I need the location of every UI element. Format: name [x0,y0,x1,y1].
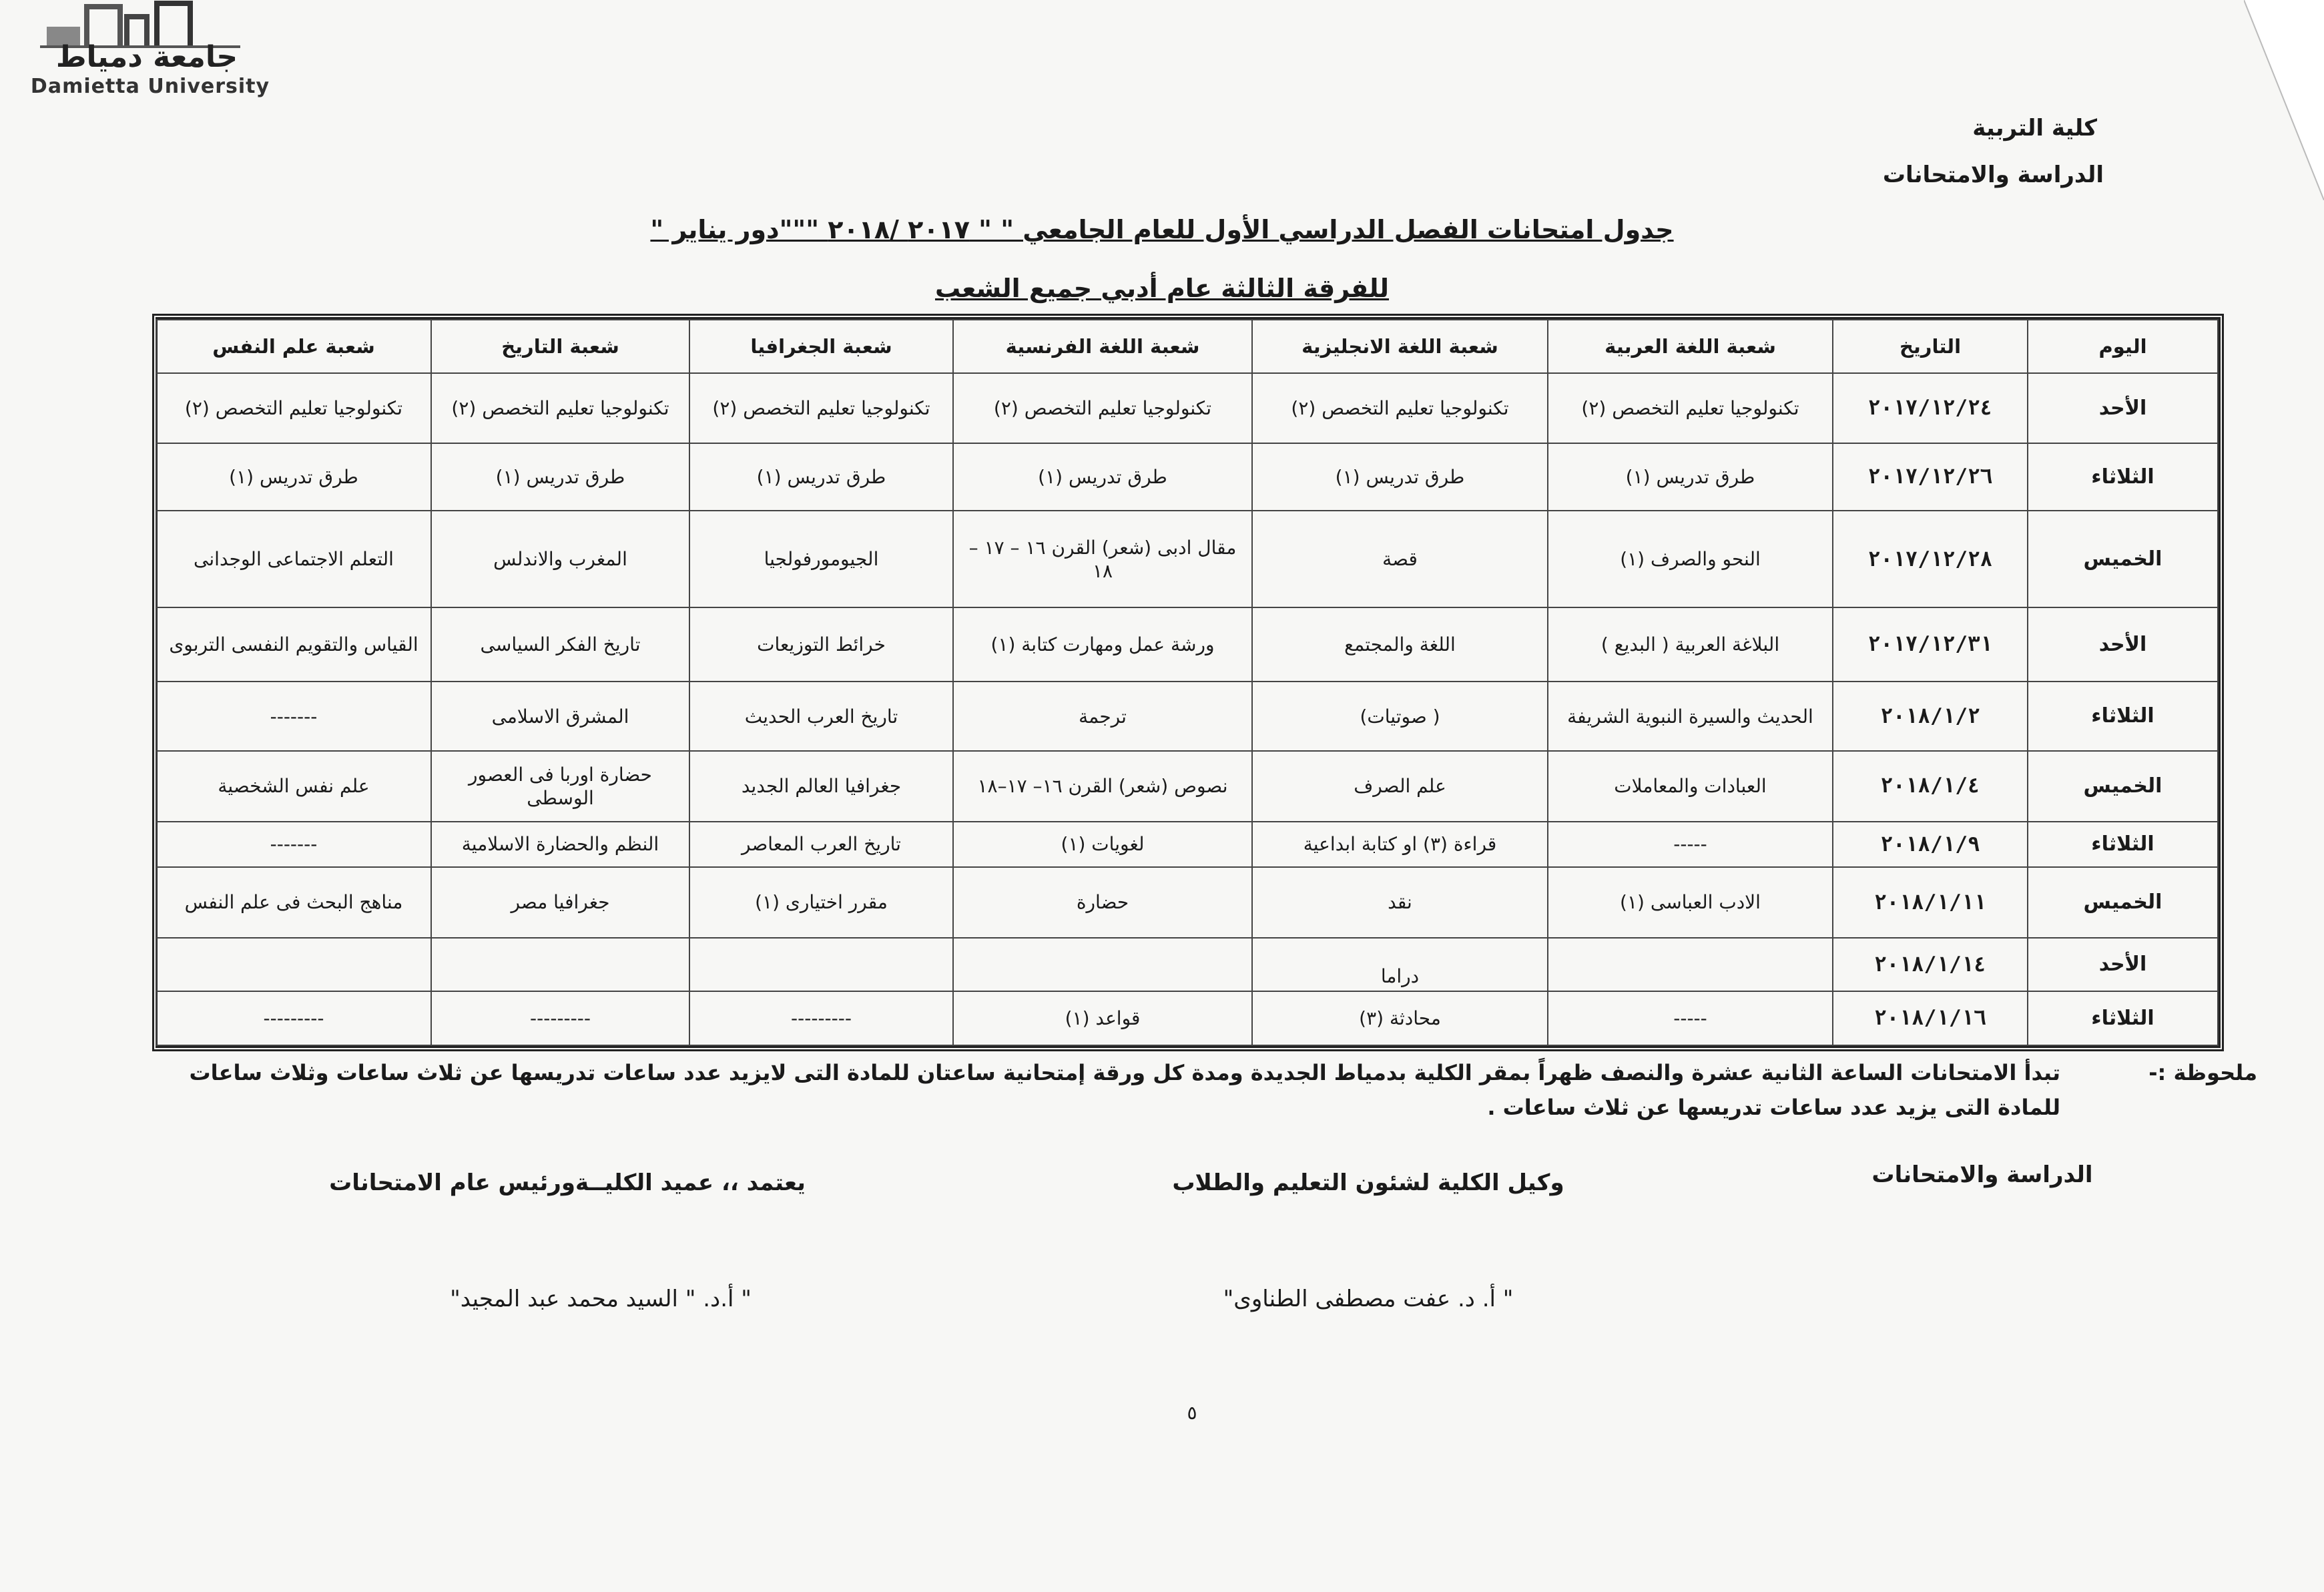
cell-arabic: الادب العباسى (١) [1548,867,1833,938]
header-arabic: شعبة اللغة العربية [1548,320,1833,373]
cell-arabic: البلاغة العربية ( البديع ) [1548,607,1833,682]
note-label: ملحوظة :- [2148,1060,2257,1085]
cell-geography: تاريخ العرب المعاصر [689,822,953,867]
table-row [156,867,2218,938]
table-row [156,991,2218,1045]
cell-english: تكنولوجيا تعليم التخصص (٢) [1252,373,1548,443]
cell-history: تكنولوجيا تعليم التخصص (٢) [431,373,689,443]
cell-arabic: الحديث والسيرة النبوية الشريفة [1548,682,1833,751]
cell-english: محادثة (٣) [1252,991,1548,1045]
cell-history: المشرق الاسلامى [431,682,689,751]
cell-history: جغرافيا مصر [431,867,689,938]
cell-english: دراما [1252,938,1548,992]
cell-french: مقال ادبى (شعر) القرن ١٦ – ١٧ – ١٨ [953,511,1252,607]
header-english: شعبة اللغة الانجليزية [1252,320,1548,373]
cell-geography: جغرافيا العالم الجديد [689,751,953,822]
cell-history: النظم والحضارة الاسلامية [431,822,689,867]
faculty-name: كلية التربية [1972,115,2097,142]
university-name-english: Damietta University [30,75,270,98]
signature-vice-dean-name: " أ. د. عفت مصطفى الطناوى" [1223,1286,1514,1312]
cell-arabic: ----- [1548,822,1833,867]
cell-arabic: طرق تدريس (١) [1548,443,1833,511]
cell-psychology: ------- [156,822,431,867]
cell-date: ٢٠١٨/١/٢ [1833,682,2028,751]
cell-english: نقد [1252,867,1548,938]
table-row [156,511,2218,607]
table-row [156,751,2218,822]
header-day: اليوم [2028,320,2218,373]
cell-french: طرق تدريس (١) [953,443,1252,511]
cell-day: الخميس [2028,511,2218,607]
cell-geography: مقرر اختيارى (١) [689,867,953,938]
cell-french: لغويات (١) [953,822,1252,867]
cell-day: الثلاثاء [2028,991,2218,1045]
cell-arabic: ----- [1548,991,1833,1045]
cell-french: ترجمة [953,682,1252,751]
cell-psychology: ------- [156,682,431,751]
cell-day: الثلاثاء [2028,443,2218,511]
cell-day: الأحد [2028,938,2218,992]
document-subtitle: للفرقة الثالثة عام أدبي جميع الشعب [934,274,1390,303]
cell-date: ٢٠١٨/١/١١ [1833,867,2028,938]
note-line-1: تبدأ الامتحانات الساعة الثانية عشرة والنصف ظهراً بمقر الكلية بدمياط الجديدة ومدة كل ورقة إمتحانية ساعتان للمادة التى لايزيد عدد ساعات تدريسها عن ثلاث ساعات وثلاث ساعات [189,1060,2060,1085]
table-row [156,607,2218,682]
cell-day: الخميس [2028,751,2218,822]
cell-psychology: القياس والتقويم النفسى التربوى [156,607,431,682]
cell-date: ٢٠١٨/١/٩ [1833,822,2028,867]
header-psychology: شعبة علم النفس [156,320,431,373]
cell-date: ٢٠١٧/١٢/٢٤ [1833,373,2028,443]
cell-french: تكنولوجيا تعليم التخصص (٢) [953,373,1252,443]
cell-psychology: طرق تدريس (١) [156,443,431,511]
cell-geography: خرائط التوزيعات [689,607,953,682]
signature-dean-name: " أ.د. " السيد محمد عبد المجيد" [450,1286,752,1312]
cell-french: نصوص (شعر) القرن ١٦– ١٧–١٨ [953,751,1252,822]
page-corner-fold [2244,0,2324,200]
header-geography: شعبة الجغرافيا [689,320,953,373]
cell-geography: تكنولوجيا تعليم التخصص (٢) [689,373,953,443]
table-header-row [156,320,2218,373]
cell-english: قصة [1252,511,1548,607]
cell-geography: --------- [689,991,953,1045]
cell-day: الثلاثاء [2028,682,2218,751]
cell-history: المغرب والاندلس [431,511,689,607]
document-title: جدول امتحانات الفصل الدراسي الأول للعام الجامعي " " ٢٠١٧ /٢٠١٨ """دور يناير " [650,215,1674,244]
cell-day: الأحد [2028,607,2218,682]
cell-history [431,938,689,992]
cell-date: ٢٠١٧/١٢/٢٦ [1833,443,2028,511]
cell-geography: تاريخ العرب الحديث [689,682,953,751]
cell-english: قراءة (٣) او كتابة ابداعية [1252,822,1548,867]
cell-date: ٢٠١٨/١/٤ [1833,751,2028,822]
cell-french [953,938,1252,992]
cell-french: حضارة [953,867,1252,938]
cell-english: طرق تدريس (١) [1252,443,1548,511]
university-logo [0,0,300,100]
table-row [156,822,2218,867]
cell-date: ٢٠١٨/١/١٤ [1833,938,2028,992]
header-french: شعبة اللغة الفرنسية [953,320,1252,373]
cell-date: ٢٠١٨/١/١٦ [1833,991,2028,1045]
cell-date: ٢٠١٧/١٢/٣١ [1833,607,2028,682]
cell-french: ورشة عمل ومهارت كتابة (١) [953,607,1252,682]
cell-day: الأحد [2028,373,2218,443]
cell-arabic: العبادات والمعاملات [1548,751,1833,822]
table-row [156,373,2218,443]
exam-schedule-table [152,314,2224,1051]
cell-french: قواعد (١) [953,991,1252,1045]
note-line-2: للمادة التى يزيد عدد ساعات تدريسها عن ثلاث ساعات . [1487,1095,2060,1120]
cell-day: الثلاثاء [2028,822,2218,867]
cell-arabic [1548,938,1833,992]
header-date: التاريخ [1833,320,2028,373]
cell-history: حضارة اوربا فى العصور الوسطى [431,751,689,822]
cell-psychology: تكنولوجيا تعليم التخصص (٢) [156,373,431,443]
table-row [156,443,2218,511]
table-row [156,682,2218,751]
cell-arabic: النحو والصرف (١) [1548,511,1833,607]
cell-history: تاريخ الفكر السياسى [431,607,689,682]
cell-english: ( صوتيات) [1252,682,1548,751]
cell-geography: طرق تدريس (١) [689,443,953,511]
cell-history: --------- [431,991,689,1045]
cell-date: ٢٠١٧/١٢/٢٨ [1833,511,2028,607]
signature-vice-dean-title: وكيل الكلية لشئون التعليم والطلاب [1172,1169,1564,1196]
cell-day: الخميس [2028,867,2218,938]
cell-geography: الجيومورفولجيا [689,511,953,607]
page-number: ٥ [1187,1402,1197,1424]
cell-english: اللغة والمجتمع [1252,607,1548,682]
signature-exams-office: الدراسة والامتحانات [1871,1161,2093,1188]
university-name-arabic: جامعة دمياط [55,40,238,74]
cell-psychology: --------- [156,991,431,1045]
cell-psychology: التعلم الاجتماعى الوجدانى [156,511,431,607]
department-name: الدراسة والامتحانات [1882,162,2104,188]
cell-psychology: مناهج البحث فى علم النفس [156,867,431,938]
cell-history: طرق تدريس (١) [431,443,689,511]
table-row [156,938,2218,992]
header-history: شعبة التاريخ [431,320,689,373]
cell-english: علم الصرف [1252,751,1548,822]
cell-psychology: علم نفس الشخصية [156,751,431,822]
cell-geography [689,938,953,992]
signature-dean-title: يعتمد ،، عميد الكليــةورئيس عام الامتحانات [329,1169,806,1196]
cell-arabic: تكنولوجيا تعليم التخصص (٢) [1548,373,1833,443]
cell-psychology [156,938,431,992]
